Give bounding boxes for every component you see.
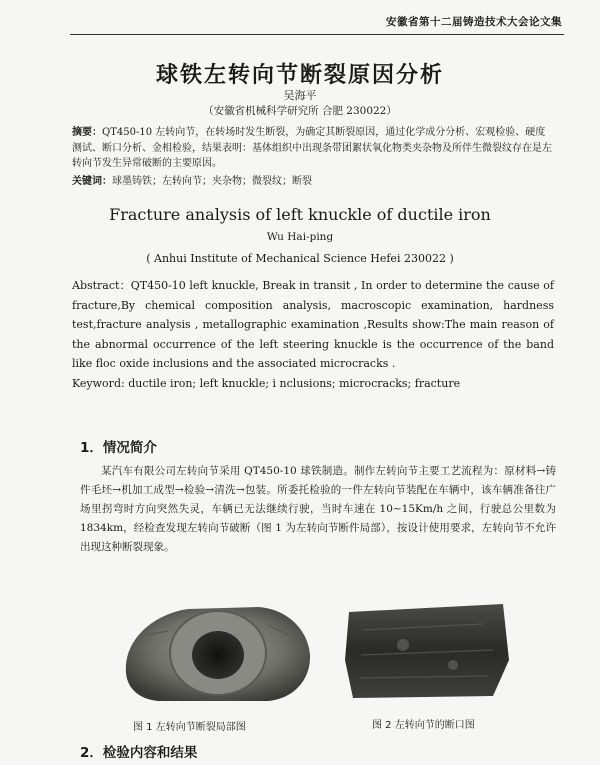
- chinese-keywords-text: 球墨铸铁；左转向节；夹杂物；微裂纹；断裂: [112, 176, 312, 187]
- section-1-heading: 1．情况简介: [80, 440, 157, 456]
- figure-2-caption: 图 2 左转向节的断口图: [372, 720, 475, 731]
- english-abstract: [72, 276, 554, 374]
- figure-2-fracture-photo: [343, 600, 511, 702]
- english-affiliation: ( Anhui Institute of Mechanical Science Hefei 230022 ): [146, 252, 454, 265]
- english-keywords-label: Keyword:: [72, 377, 125, 390]
- running-head: 安徽省第十二届铸造技术大会论文集: [386, 16, 562, 28]
- chinese-abstract: [72, 125, 554, 172]
- figure-1-caption: 图 1 左转向节断裂局部图: [133, 722, 246, 733]
- chinese-keywords: [72, 172, 554, 187]
- english-keywords-text: ductile iron; left knuckle; i nclusions; microcracks; fracture: [124, 377, 461, 390]
- english-abstract-label: Abstract：: [72, 279, 131, 292]
- chinese-affiliation: （安徽省机械科学研究所 合肥 230022）: [203, 105, 397, 117]
- section-1-body: 某汽车有限公司左转向节采用 QT450-10 球铁制造。制作左转向节主要工艺流程为：原材料→铸件毛坯→机加工成型→检验→清洗→包装。所委托检验的一件左转向节装配在车辆中，该车辆准备往广场里拐弯时方向突然失灵，车辆已无法继续行驶，当时车速在 10~15Km/h 之间，行驶总公里数为 1834km，经检查发现左转向节破断（图 1 为左转向节断件局部），按设计使用要求，左转向节不允许出现这种断裂现象。: [80, 465, 556, 553]
- english-keywords: [72, 377, 554, 390]
- english-abstract-text: QT450-10 left knuckle, Break in transit , In order to determine the cause of fracture,By chemical composition analysis, macroscopic examination, hardness test,fracture analysis , metallographic examination ,Results show:The main reason of the abnormal occurrence of the left steering knuckle is the occurrence of the band like floc oxide inclusions and the associated microcracks .: [72, 279, 554, 370]
- chinese-author: 吴海平: [283, 89, 317, 102]
- chinese-keywords-label: 关键词：: [72, 176, 112, 187]
- chinese-abstract-label: 摘要：: [72, 127, 102, 138]
- chinese-title: 球铁左转向节断裂原因分析: [155, 63, 444, 88]
- english-title: Fracture analysis of left knuckle of ductile iron: [109, 205, 491, 224]
- chinese-abstract-text: QT450-10 左转向节，在转场时发生断裂，为确定其断裂原因，通过化学成分分析、宏观检验、硬度测试、断口分析、金相检验，结果表明：基体组织中出现条带团絮状氧化物类夹杂物及所伴生微裂纹存在是左转向节发生异常破断的主要原因。: [72, 127, 552, 169]
- english-author: Wu Hai-ping: [266, 231, 334, 243]
- figure-1-knuckle-photo: [118, 595, 318, 705]
- section-2-heading: 2．检验内容和结果: [80, 745, 198, 761]
- header-rule: [70, 34, 564, 35]
